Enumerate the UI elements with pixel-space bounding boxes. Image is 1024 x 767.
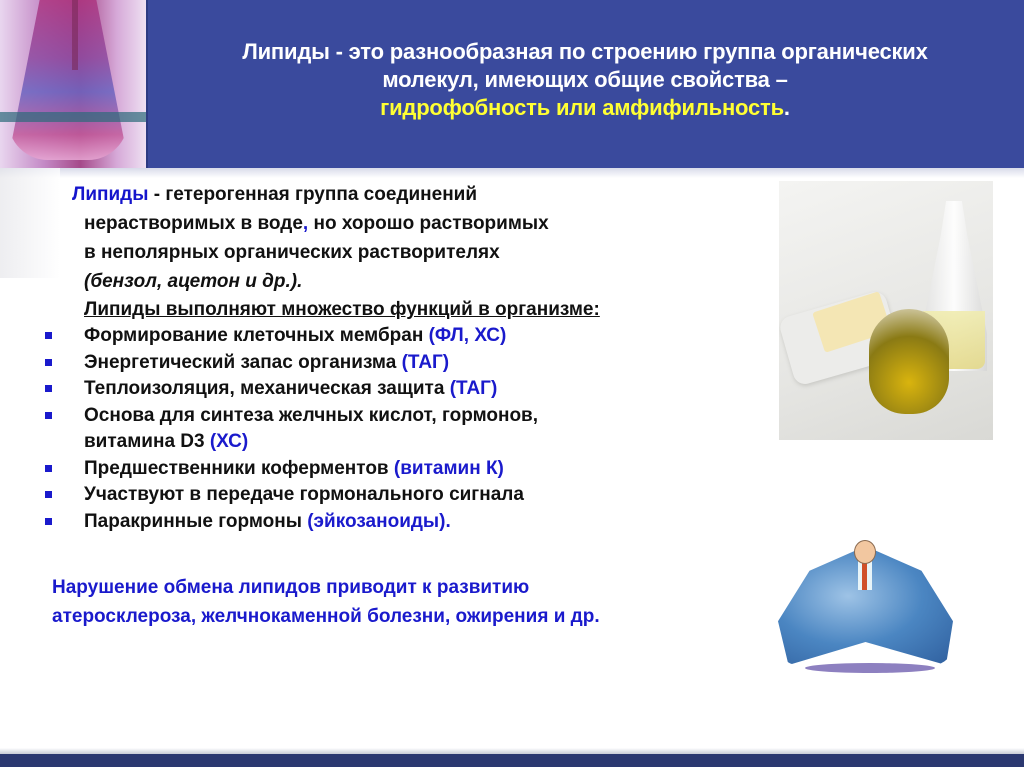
definition-term: Липиды <box>72 184 149 205</box>
title-line-3 <box>150 94 1020 122</box>
banner-shadow <box>0 168 1024 178</box>
definition-comma: , <box>302 213 309 234</box>
functions-list <box>40 323 538 535</box>
item-text: Основа для синтеза желчных кислот, гормонов, <box>84 404 539 426</box>
bullet-square-icon <box>45 465 52 472</box>
banner-divider <box>146 0 148 168</box>
functions-heading: Липиды выполняют множество функций в организме: <box>84 299 600 320</box>
definition-line-2b: но хорошо растворимых <box>308 213 549 234</box>
definition-line-4: (бензол, ацетон и др.). <box>84 271 303 292</box>
conclusion-line-1: Нарушение обмена липидов приводит к развитию <box>52 577 530 598</box>
item-note: (эйкозаноиды). <box>307 510 451 532</box>
oils-photo <box>779 181 993 440</box>
oil-jug <box>869 309 949 414</box>
definition-line-2 <box>72 209 549 238</box>
list-item <box>40 482 538 509</box>
flask-pipette <box>72 0 78 70</box>
bullet-square-icon <box>45 491 52 498</box>
obese-man-cartoon <box>770 510 960 680</box>
flask-glass <box>8 0 128 160</box>
list-item <box>40 456 538 483</box>
bullet-square-icon <box>45 412 52 419</box>
flask-stripe <box>0 112 146 122</box>
item-note: (ТАГ) <box>449 378 498 399</box>
item-text: Энергетический запас организма <box>84 351 402 373</box>
definition-line-1: - гетерогенная группа соединений <box>148 184 478 205</box>
title-highlight: гидрофобность или амфифильность <box>380 95 784 120</box>
definition-paragraph <box>72 180 549 296</box>
item-text-continued: витамина D3 <box>84 431 210 452</box>
cartoon-head <box>854 540 876 564</box>
conclusion-text <box>52 573 600 631</box>
list-item <box>40 323 538 350</box>
bullet-square-icon <box>45 332 52 339</box>
item-note: (витамин К) <box>393 457 504 479</box>
title-line-2: молекул, имеющих общие свойства – <box>382 67 788 92</box>
bullet-square-icon <box>45 518 52 525</box>
conclusion-line-2: атеросклероза, желчнокаменной болезни, ожирения и др. <box>52 606 600 627</box>
item-note: (ХС) <box>209 431 249 452</box>
item-note: (ФЛ, ХС) <box>428 325 507 346</box>
bullet-square-icon <box>45 385 52 392</box>
title-end: . <box>783 95 790 120</box>
cartoon-tie <box>862 562 867 590</box>
item-text: Формирование клеточных мембран <box>84 325 429 346</box>
bottom-bar <box>0 754 1024 767</box>
item-note: (ТАГ) <box>401 351 450 373</box>
list-item <box>40 403 538 456</box>
item-text: Предшественники коферментов <box>84 457 394 479</box>
item-text: Участвуют в передаче гормонального сигнала <box>84 484 524 505</box>
definition-line-3: в неполярных органических растворителях <box>84 242 500 263</box>
slide-title <box>150 38 1020 122</box>
definition-line-2a: нерастворимых в воде <box>84 213 303 234</box>
item-text: Теплоизоляция, механическая защита <box>84 378 450 399</box>
flask-image <box>0 0 146 168</box>
list-item <box>40 350 538 377</box>
bullet-square-icon <box>45 359 52 366</box>
title-line-1: Липиды - это разнообразная по строению группа органических <box>242 39 928 64</box>
list-item <box>40 376 538 403</box>
left-fade <box>0 168 60 278</box>
list-item <box>40 509 538 536</box>
item-text: Паракринные гормоны <box>84 510 308 532</box>
cartoon-shadow <box>805 663 935 673</box>
